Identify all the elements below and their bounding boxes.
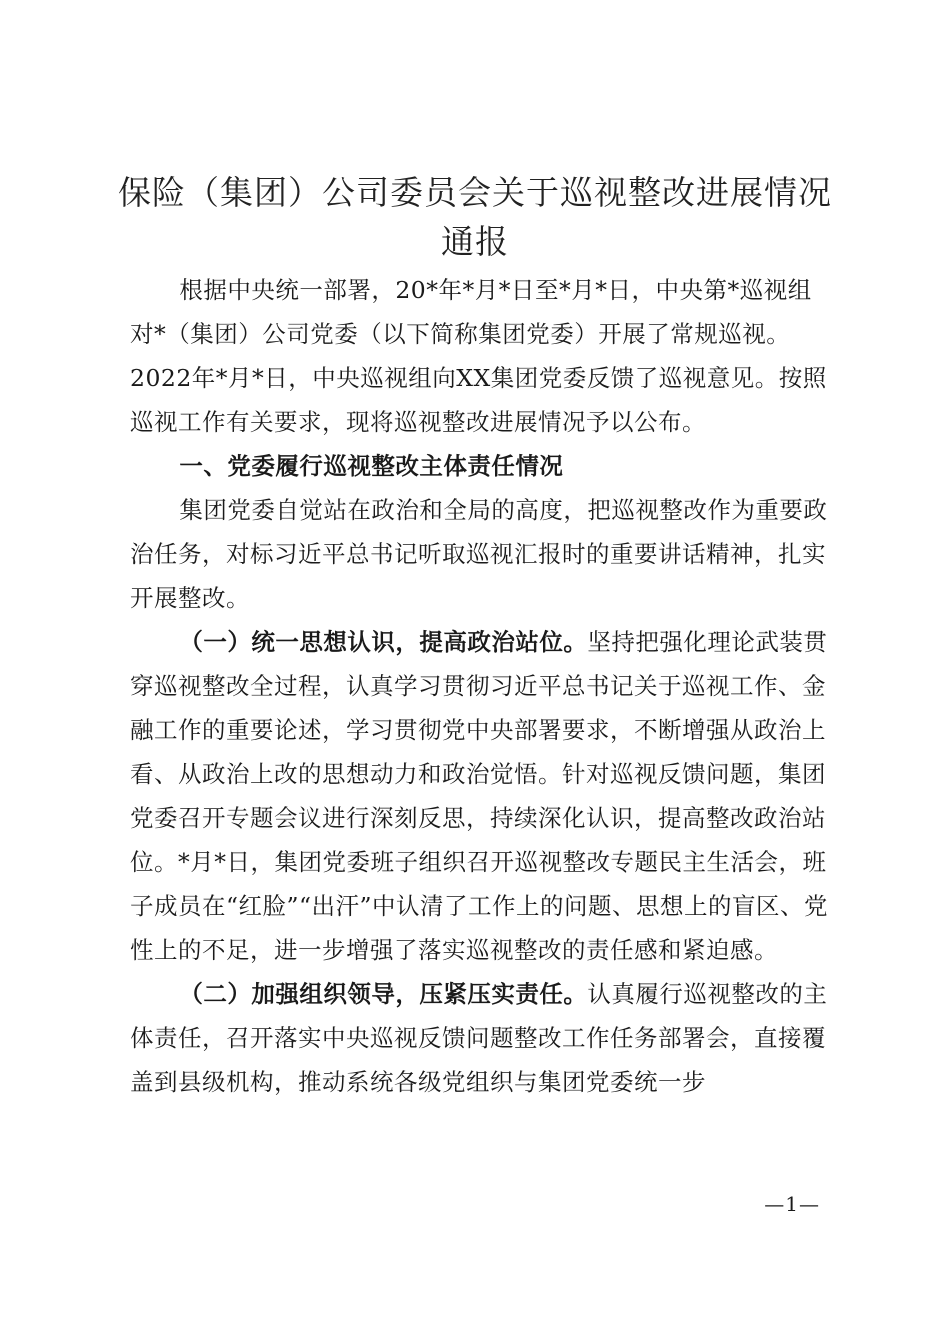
paragraph-section-intro bbox=[130, 488, 830, 620]
paragraph-text: 集团党委自觉站在政治和全局的高度，把巡视整改作为重要政治任务，对标习近平总书记听取巡视汇报时的重要讲话精神，扎实开展整改。 bbox=[130, 496, 828, 612]
paragraph-text: 认真履行巡视整改的主体责任，召开落实中央巡视反馈问题整改工作任务部署会，直接覆盖到县级机构，推动系统各级党组织与集团党委统一步 bbox=[130, 980, 828, 1096]
paragraph-text: 坚持把强化理论武装贯穿巡视整改全过程，认真学习贯彻习近平总书记关于巡视工作、金融工作的重要论述，学习贯彻党中央部署要求，不断增强从政治上看、从政治上改的思想动力和政治觉悟。针对巡视反馈问题，集团党委召开专题会议进行深刻反思，持续深化认识，提高整改政治站位。*月*日，集团党委班子组织召开巡视整改专题民主生活会，班子成员在“红脸”“出汗”中认清了工作上的问题、思想上的盲区、党性上的不足，进一步增强了落实巡视整改的责任感和紧迫感。 bbox=[130, 628, 829, 964]
subsection-lead: （一）统一思想认识，提高政治站位。 bbox=[179, 628, 588, 656]
document-title: 保险（集团）公司委员会关于巡视整改进展情况通报 bbox=[118, 173, 832, 261]
page-number: —1— bbox=[764, 1192, 820, 1216]
section-heading: 一、党委履行巡视整改主体责任情况 bbox=[179, 452, 564, 480]
document-body bbox=[130, 268, 830, 1104]
paragraph-subsection-1 bbox=[130, 620, 830, 972]
subsection-lead: （二）加强组织领导，压紧压实责任。 bbox=[179, 980, 588, 1008]
paragraph-intro bbox=[130, 268, 830, 444]
paragraph-subsection-2 bbox=[130, 972, 830, 1104]
paragraph-text: 根据中央统一部署，20*年*月*日至*月*日，中央第*巡视组对*（集团）公司党委（以下简称集团党委）开展了常规巡视。2022年*月*日，中央巡视组向XX集团党委反馈了巡视意见。按照巡视工作有关要求，现将巡视整改进展情况予以公布。 bbox=[130, 276, 827, 436]
